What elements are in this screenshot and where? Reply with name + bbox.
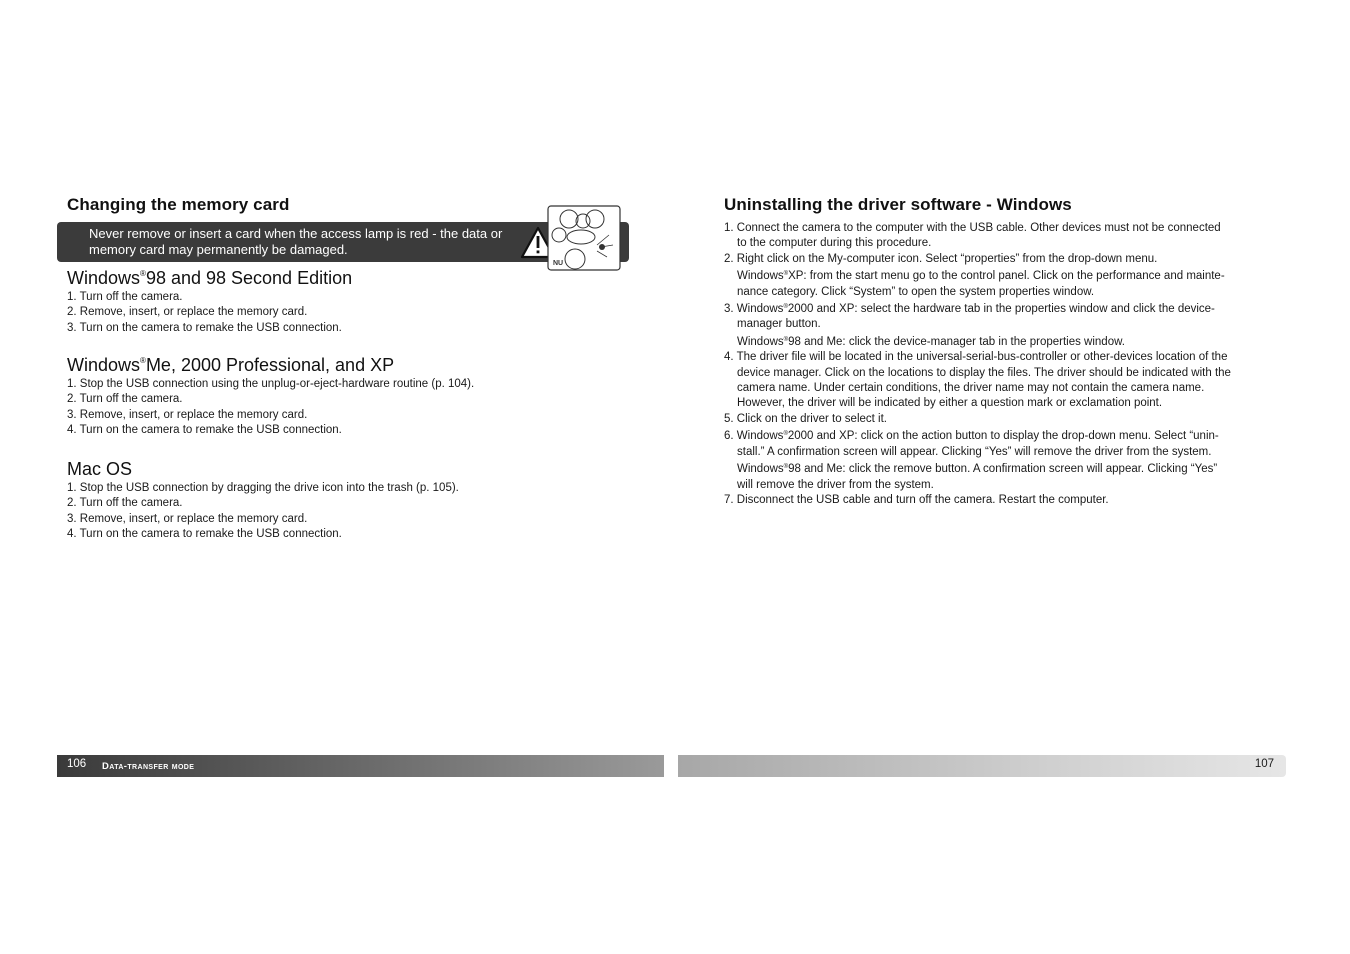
camera-card-slot-illustration-icon bbox=[547, 205, 621, 271]
list-item: 5. Click on the driver to select it. bbox=[724, 412, 887, 425]
macos-title: Mac OS bbox=[67, 459, 133, 479]
list-item: 2. Right click on the My-computer icon. Select “properties” from the drop-down menu. Windows®XP: from the start menu go to the control panel. Click on the performance and mainte- nance category. Click “System” to open the system properties window. bbox=[724, 252, 1225, 298]
win98-title: Windows®98 and 98 Second Edition bbox=[67, 268, 353, 288]
list-item: 4. Turn on the camera to remake the USB connection. bbox=[67, 528, 342, 541]
right-section-title: Uninstalling the driver software - Windows bbox=[724, 195, 1072, 214]
svg-text:NU: NU bbox=[553, 260, 564, 267]
list-item: 1. Turn off the camera. bbox=[67, 291, 183, 303]
winme-steps bbox=[67, 377, 474, 439]
footer-bar-left bbox=[57, 755, 664, 777]
list-item: 1. Connect the camera to the computer with the USB cable. Other devices must not be connected to the computer during this procedure. bbox=[724, 222, 1221, 250]
list-item: 2. Turn off the camera. bbox=[67, 497, 183, 510]
list-item: 3. Remove, insert, or replace the memory card. bbox=[67, 512, 308, 525]
list-item: 4. Turn on the camera to remake the USB connection. bbox=[67, 424, 342, 437]
list-item: 4. The driver file will be located in the universal-serial-bus-controller or other-devices location of the device manager. Click on the locations to display the files. The driver should be indicated with the camera name. Under certain conditions, the driver name may not contain the camera name. However, the driver will be indicated by either a question mark or exclamation point. bbox=[724, 351, 1231, 410]
list-item: 3. Turn on the camera to remake the USB connection. bbox=[67, 321, 342, 334]
warning-text: Never remove or insert a card when the access lamp is red - the data or memory card may permanently be damaged. bbox=[89, 226, 503, 257]
winme-title: Windows®Me, 2000 Professional, and XP bbox=[67, 355, 395, 375]
uninstall-steps bbox=[724, 221, 1284, 508]
chapter-title: Data-transfer mode bbox=[102, 761, 195, 772]
list-item: 6. Windows®2000 and XP: click on the action button to display the drop-down menu. Select “unin- stall.” A confirmation screen will appear. Clicking “Yes” will remove the driver from the system. Windows®98 and Me: click the remove button. A confirmation screen will appear. Clicking “Yes” will remove the driver from the system. bbox=[724, 430, 1219, 491]
list-item: 2. Remove, insert, or replace the memory card. bbox=[67, 306, 308, 319]
list-item: 7. Disconnect the USB cable and turn off the camera. Restart the computer. bbox=[724, 493, 1109, 506]
list-item: 1. Stop the USB connection using the unplug-or-eject-hardware routine (p. 104). bbox=[67, 378, 475, 390]
footer-bar-right bbox=[678, 755, 1286, 777]
page-number-left: 106 bbox=[67, 758, 87, 770]
left-section-title: Changing the memory card bbox=[67, 195, 290, 214]
list-item: 3. Remove, insert, or replace the memory card. bbox=[67, 408, 308, 421]
list-item: 2. Turn off the camera. bbox=[67, 393, 183, 406]
win98-steps bbox=[67, 290, 342, 336]
macos-steps bbox=[67, 481, 459, 543]
page-number-right: 107 bbox=[1254, 758, 1274, 770]
list-item: 1. Stop the USB connection by dragging the drive icon into the trash (p. 105). bbox=[67, 482, 459, 494]
list-item: 3. Windows®2000 and XP: select the hardware tab in the properties window and click the device- manager button. Windows®98 and Me: click the device-manager tab in the properties window. bbox=[724, 303, 1215, 348]
